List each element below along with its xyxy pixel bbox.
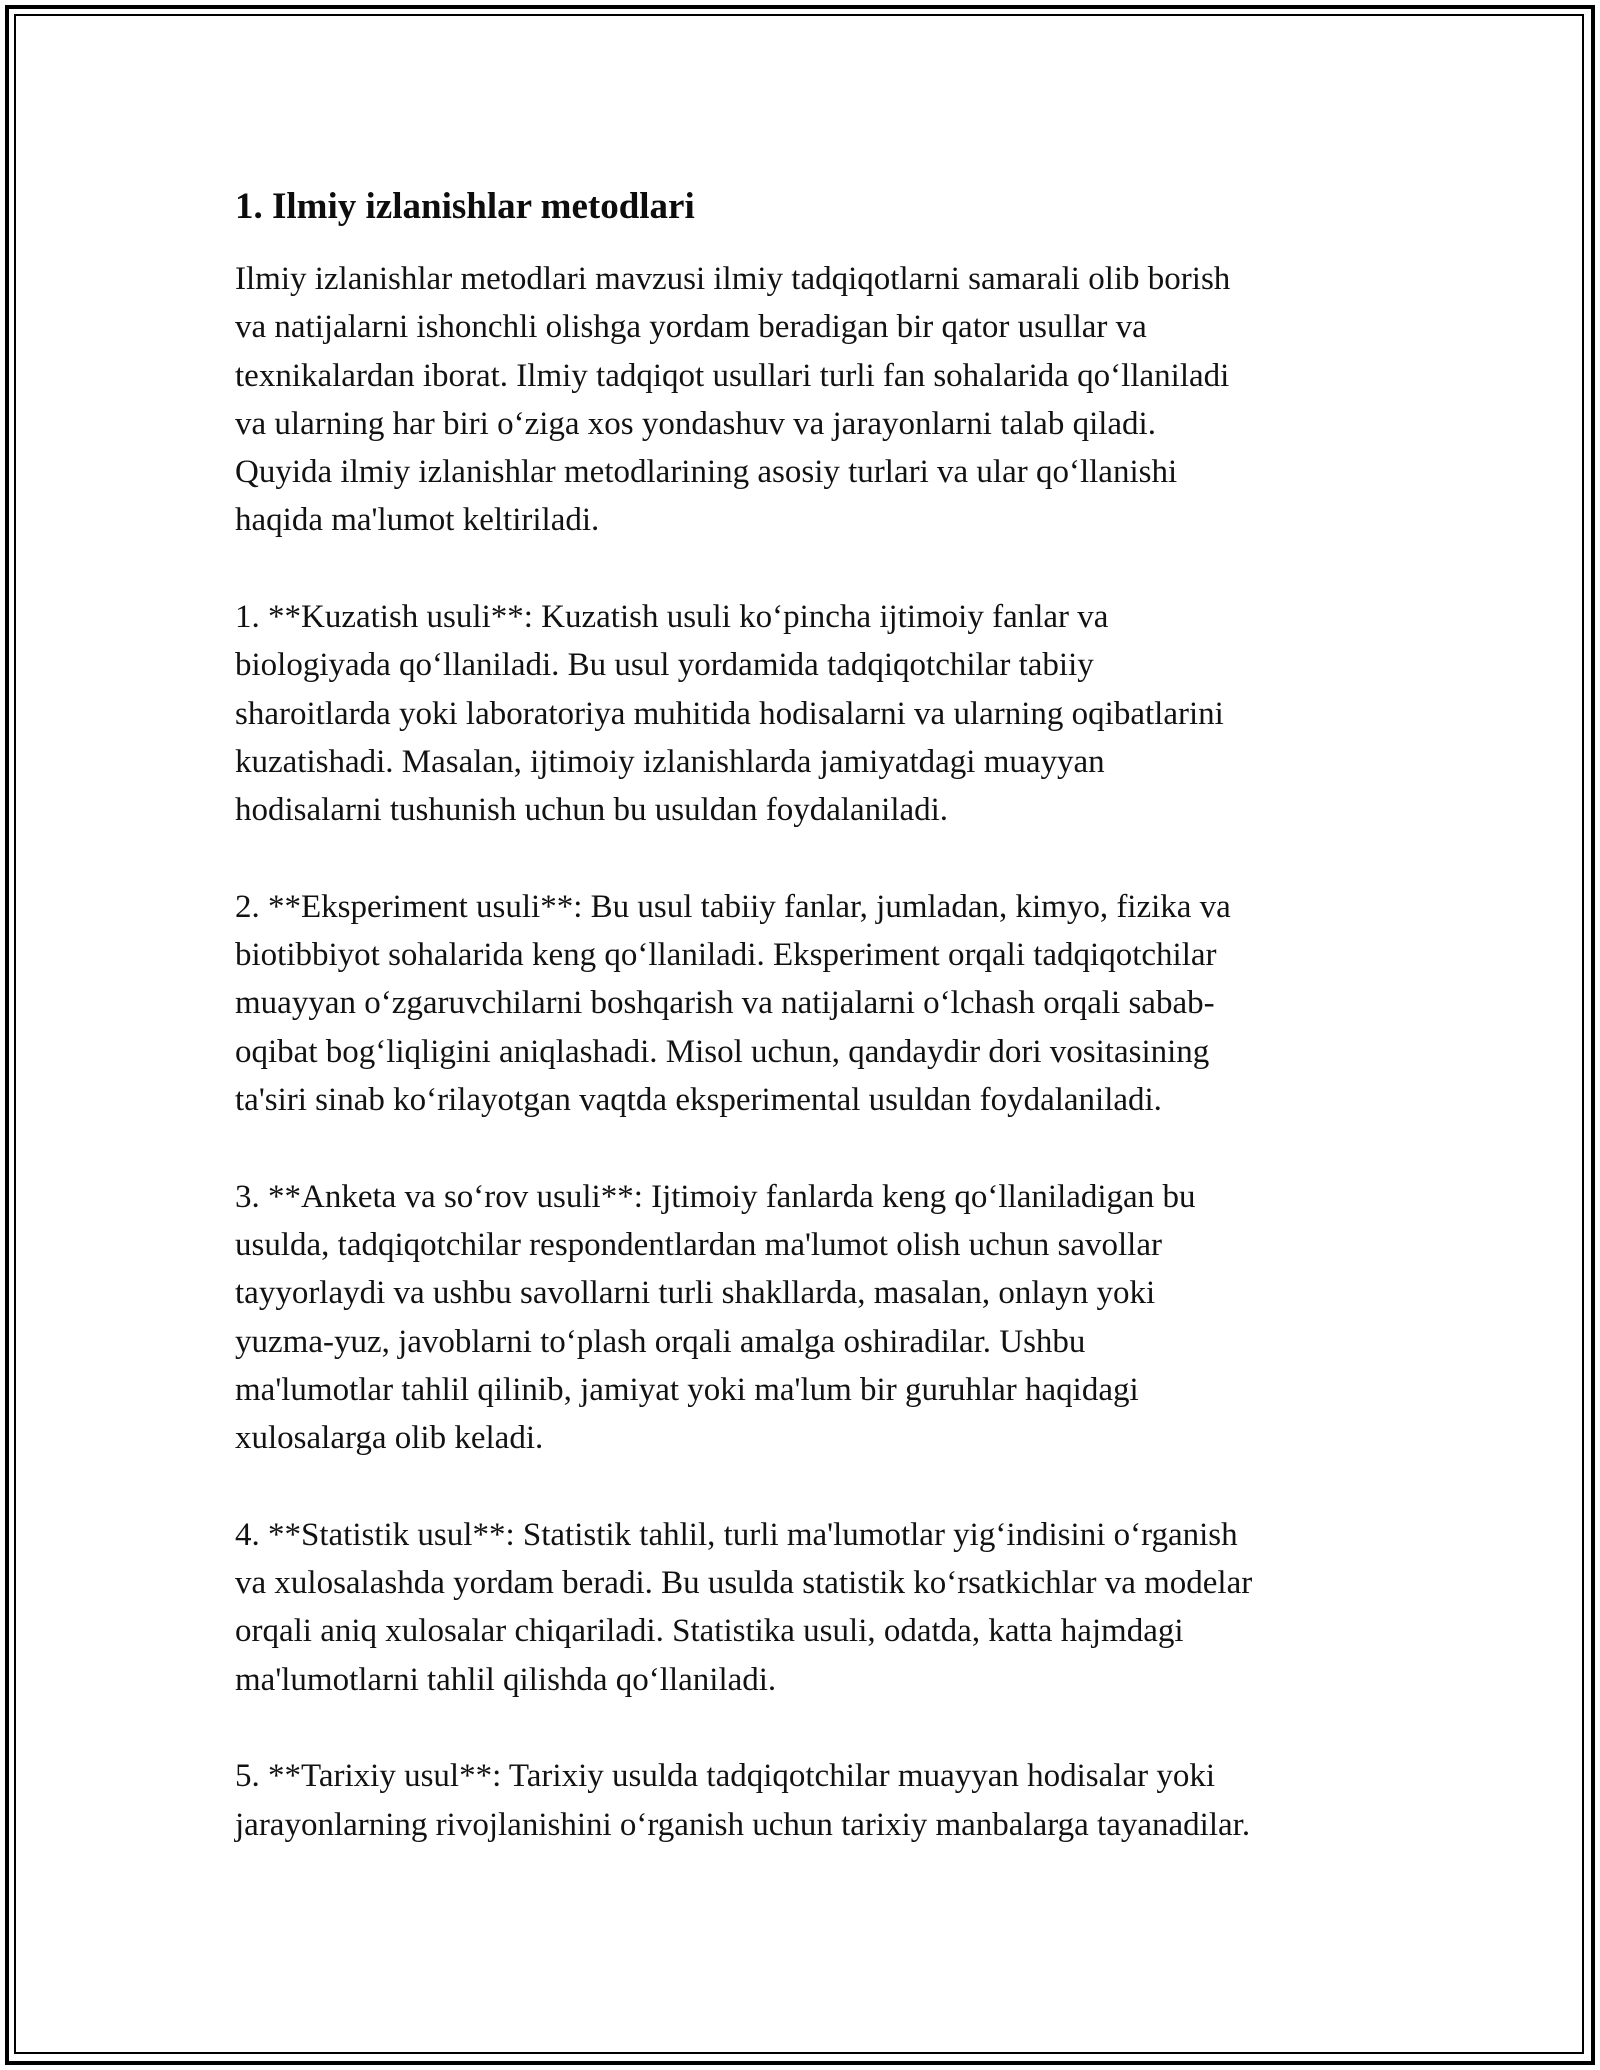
method-historical-paragraph: 5. **Tarixiy usul**: Tarixiy usulda tadqiqotchilar muayyan hodisalar yoki jarayonlarning rivojlanishini o‘rganish uchun tarixiy manbalarga tayanadilar. [235,1758,1251,1843]
method-survey-paragraph: 3. **Anketa va so‘rov usuli**: Ijtimoiy fanlarda keng qo‘llaniladigan bu usulda, tadqiqotchilar respondentlardan ma'lumot olish uchun savollar tayyorlaydi va ushbu savollarni turli shakllarda, masalan, onlayn yoki yuzma-yuz, javoblarni to‘plash orqali amalga oshiradilar. Ushbu ma'lumotlar tahlil qilinib, jamiyat yoki ma'lum bir guruhlar haqidagi xulosalarga olib keladi. [235,1178,1196,1457]
document-body [235,185,1375,1849]
intro-paragraph: Ilmiy izlanishlar metodlari mavzusi ilmiy tadqiqotlarni samarali olib borish va natijalarni ishonchli olishga yordam beradigan bir qator usullar va texnikalardan iborat. Ilmiy tadqiqot usullari turli fan sohalarida qo‘llaniladi va ularning har biri o‘ziga xos yondashuv va jarayonlarni talab qiladi. Quyida ilmiy izlanishlar metodlarining asosiy turlari va ular qo‘llanishi haqida ma'lumot keltiriladi. [235,261,1231,539]
method-observation-paragraph: 1. **Kuzatish usuli**: Kuzatish usuli ko‘pincha ijtimoiy fanlar va biologiyada qo‘llaniladi. Bu usul yordamida tadqiqotchilar tabiiy sharoitlarda yoki laboratoriya muhitida hodisalarni va ularning oqibatlarini kuzatishadi. Masalan, ijtimoiy izlanishlarda jamiyatdagi muayyan hodisalarni tushunish uchun bu usuldan foydalaniladi. [235,599,1224,829]
method-experiment-paragraph: 2. **Eksperiment usuli**: Bu usul tabiiy fanlar, jumladan, kimyo, fizika va biotibbiyot sohalarida keng qo‘llaniladi. Eksperiment orqali tadqiqotchilar muayyan o‘zgaruvchilarni boshqarish va natijalarni o‘lchash orqali sabab- oqibat bog‘liqligini aniqlashadi. Misol uchun, qandaydir dori vositasining ta'siri sinab ko‘rilayotgan vaqtda eksperimental usuldan foydalaniladi. [235,888,1231,1119]
document-heading: 1. Ilmiy izlanishlar metodlari [235,186,695,227]
method-statistical-paragraph: 4. **Statistik usul**: Statistik tahlil, turli ma'lumotlar yig‘indisini o‘rganish va xulosalashda yordam beradi. Bu usulda statistik ko‘rsatkichlar va modelar orqali aniq xulosalar chiqariladi. Statistika usuli, odatda, katta hajmdagi ma'lumotlarni tahlil qilishda qo‘llaniladi. [235,1516,1253,1698]
